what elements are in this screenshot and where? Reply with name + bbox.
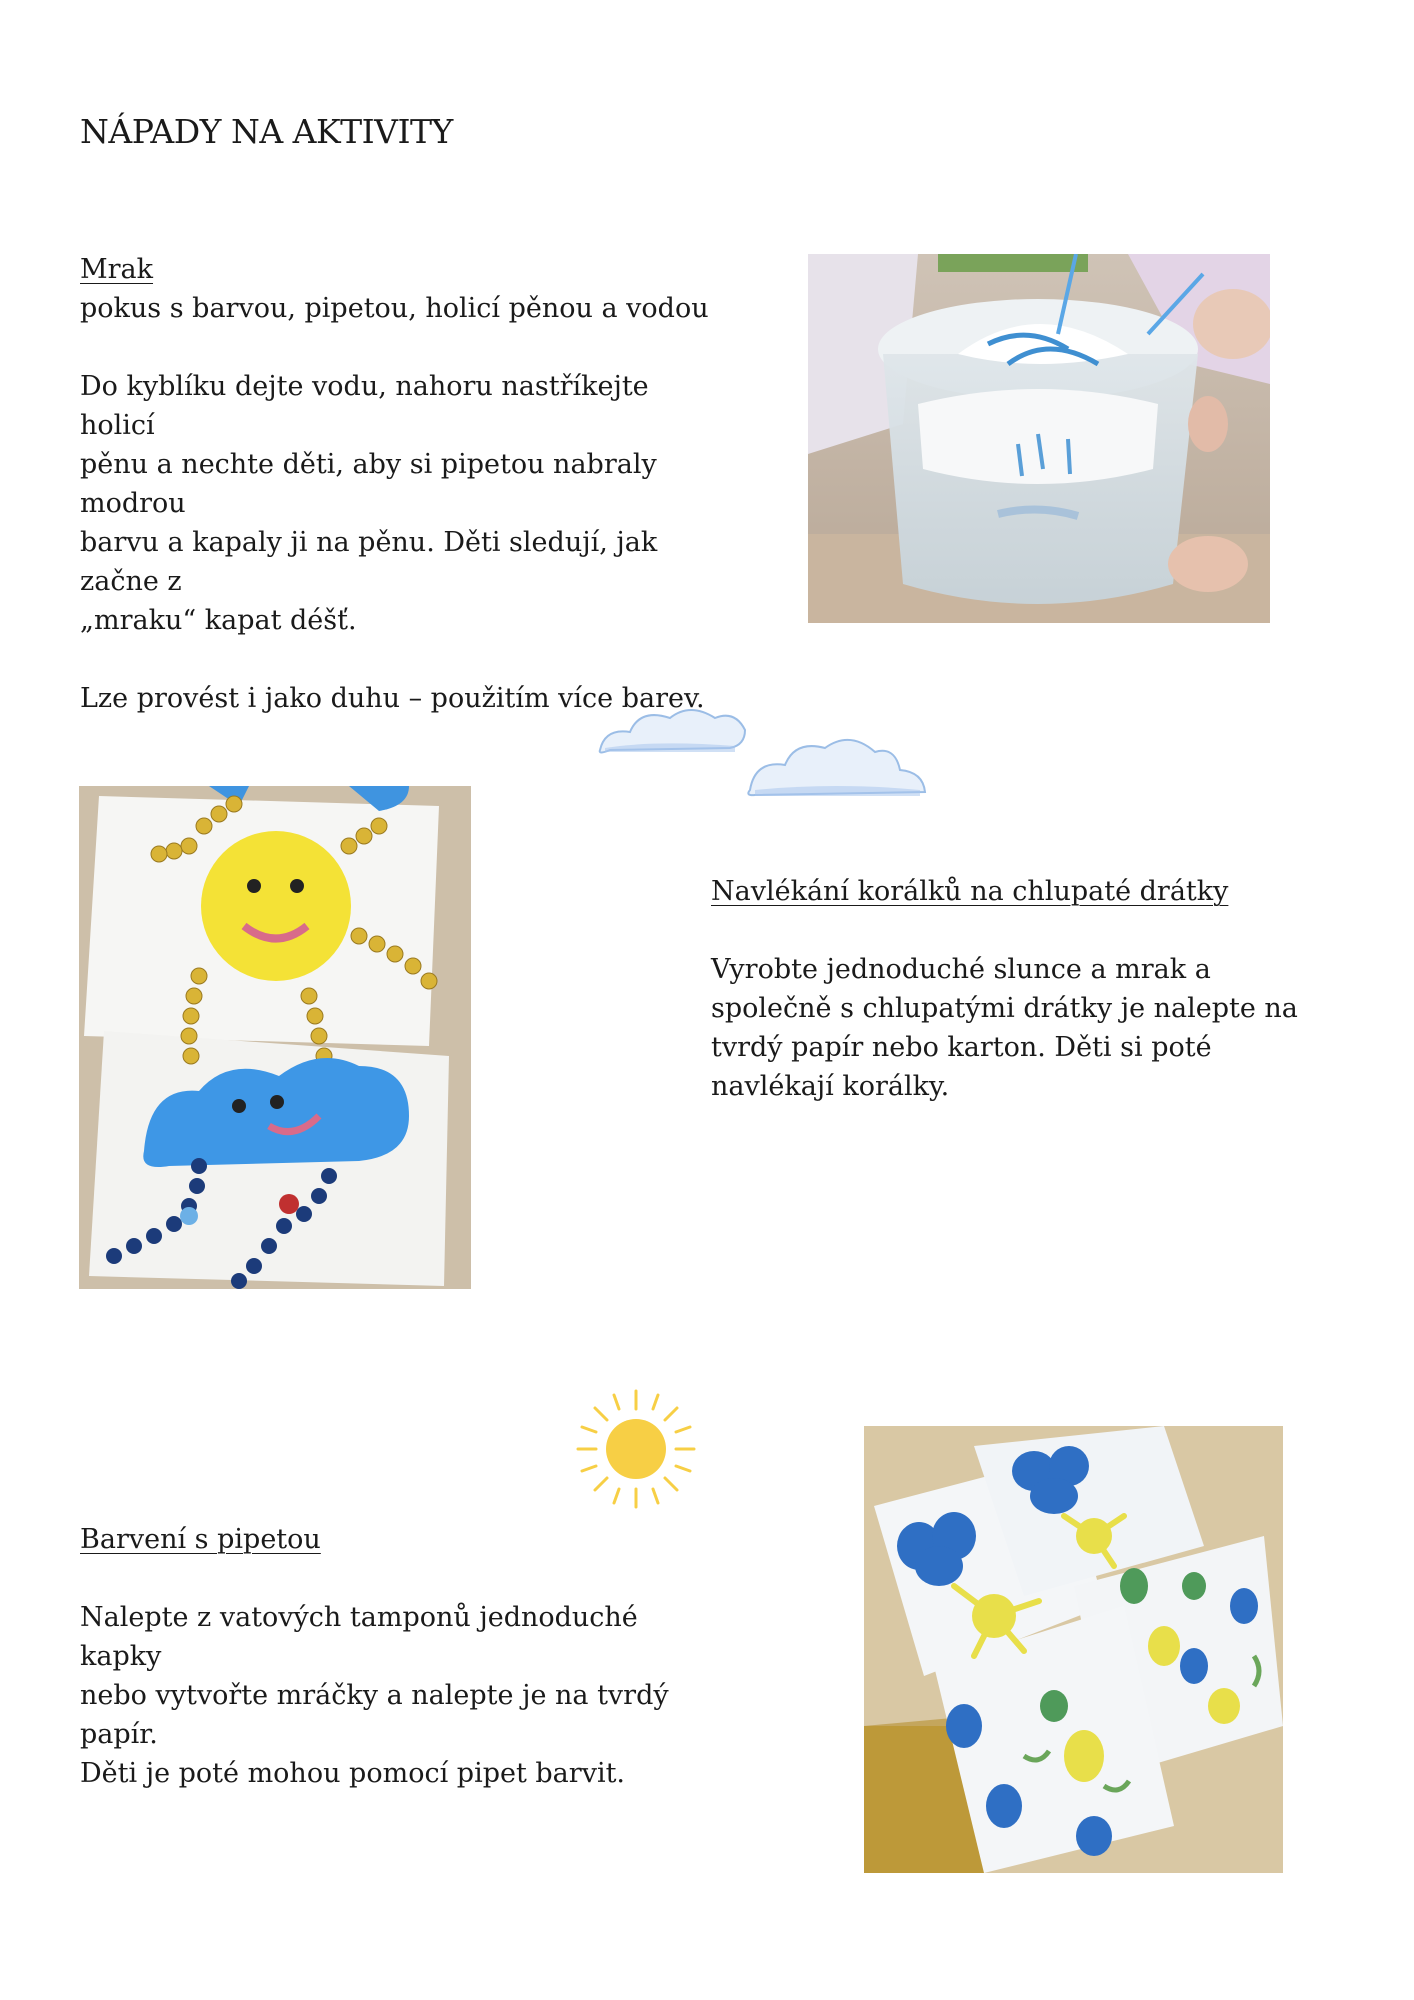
- paragraph-line: společně s chlupatými drátky je nalepte na: [711, 993, 1298, 1024]
- paragraph-line: „mraku“ kapat déšť.: [80, 605, 357, 636]
- paragraph-line: tvrdý papír nebo karton. Děti si poté: [711, 1032, 1212, 1063]
- paragraph-line: Lze provést i jako duhu – použitím více barev.: [80, 683, 705, 714]
- paragraph-line: barvu a kapaly ji na pěnu. Děti sledují, jak začne z: [80, 527, 658, 597]
- section-beads-text: [711, 872, 1351, 1106]
- section-heading-pipette: Barvení s pipetou: [80, 1524, 321, 1555]
- paragraph-line: pěnu a nechte děti, aby si pipetou nabraly modrou: [80, 449, 657, 519]
- section-heading-cloud: Mrak: [80, 254, 154, 285]
- section-heading-beads: Navlékání korálků na chlupaté drátky: [711, 876, 1229, 907]
- paragraph-line: Vyrobte jednoduché slunce a mrak a: [711, 954, 1211, 985]
- watercolor-clouds-icon: [595, 700, 935, 820]
- sun-icon: [574, 1387, 698, 1511]
- pipette-painting-photo: [864, 1426, 1283, 1873]
- section-pipette-text: [80, 1520, 720, 1793]
- page-title: NÁPADY NA AKTIVITY: [80, 112, 453, 152]
- paragraph-line: Do kyblíku dejte vodu, nahoru nastříkejte holicí: [80, 371, 649, 441]
- paragraph-line: nebo vytvořte mráčky a nalepte je na tvrdý papír.: [80, 1680, 669, 1750]
- paragraph-line: navlékají korálky.: [711, 1071, 950, 1102]
- bead-threading-craft-photo: [79, 786, 471, 1289]
- section-subtitle-cloud: pokus s barvou, pipetou, holicí pěnou a vodou: [80, 293, 709, 324]
- paragraph-line: Nalepte z vatových tamponů jednoduché kapky: [80, 1602, 638, 1672]
- paragraph-line: Děti je poté mohou pomocí pipet barvit.: [80, 1758, 626, 1789]
- section-cloud-text: [80, 250, 720, 718]
- cloud-experiment-photo: [808, 254, 1270, 623]
